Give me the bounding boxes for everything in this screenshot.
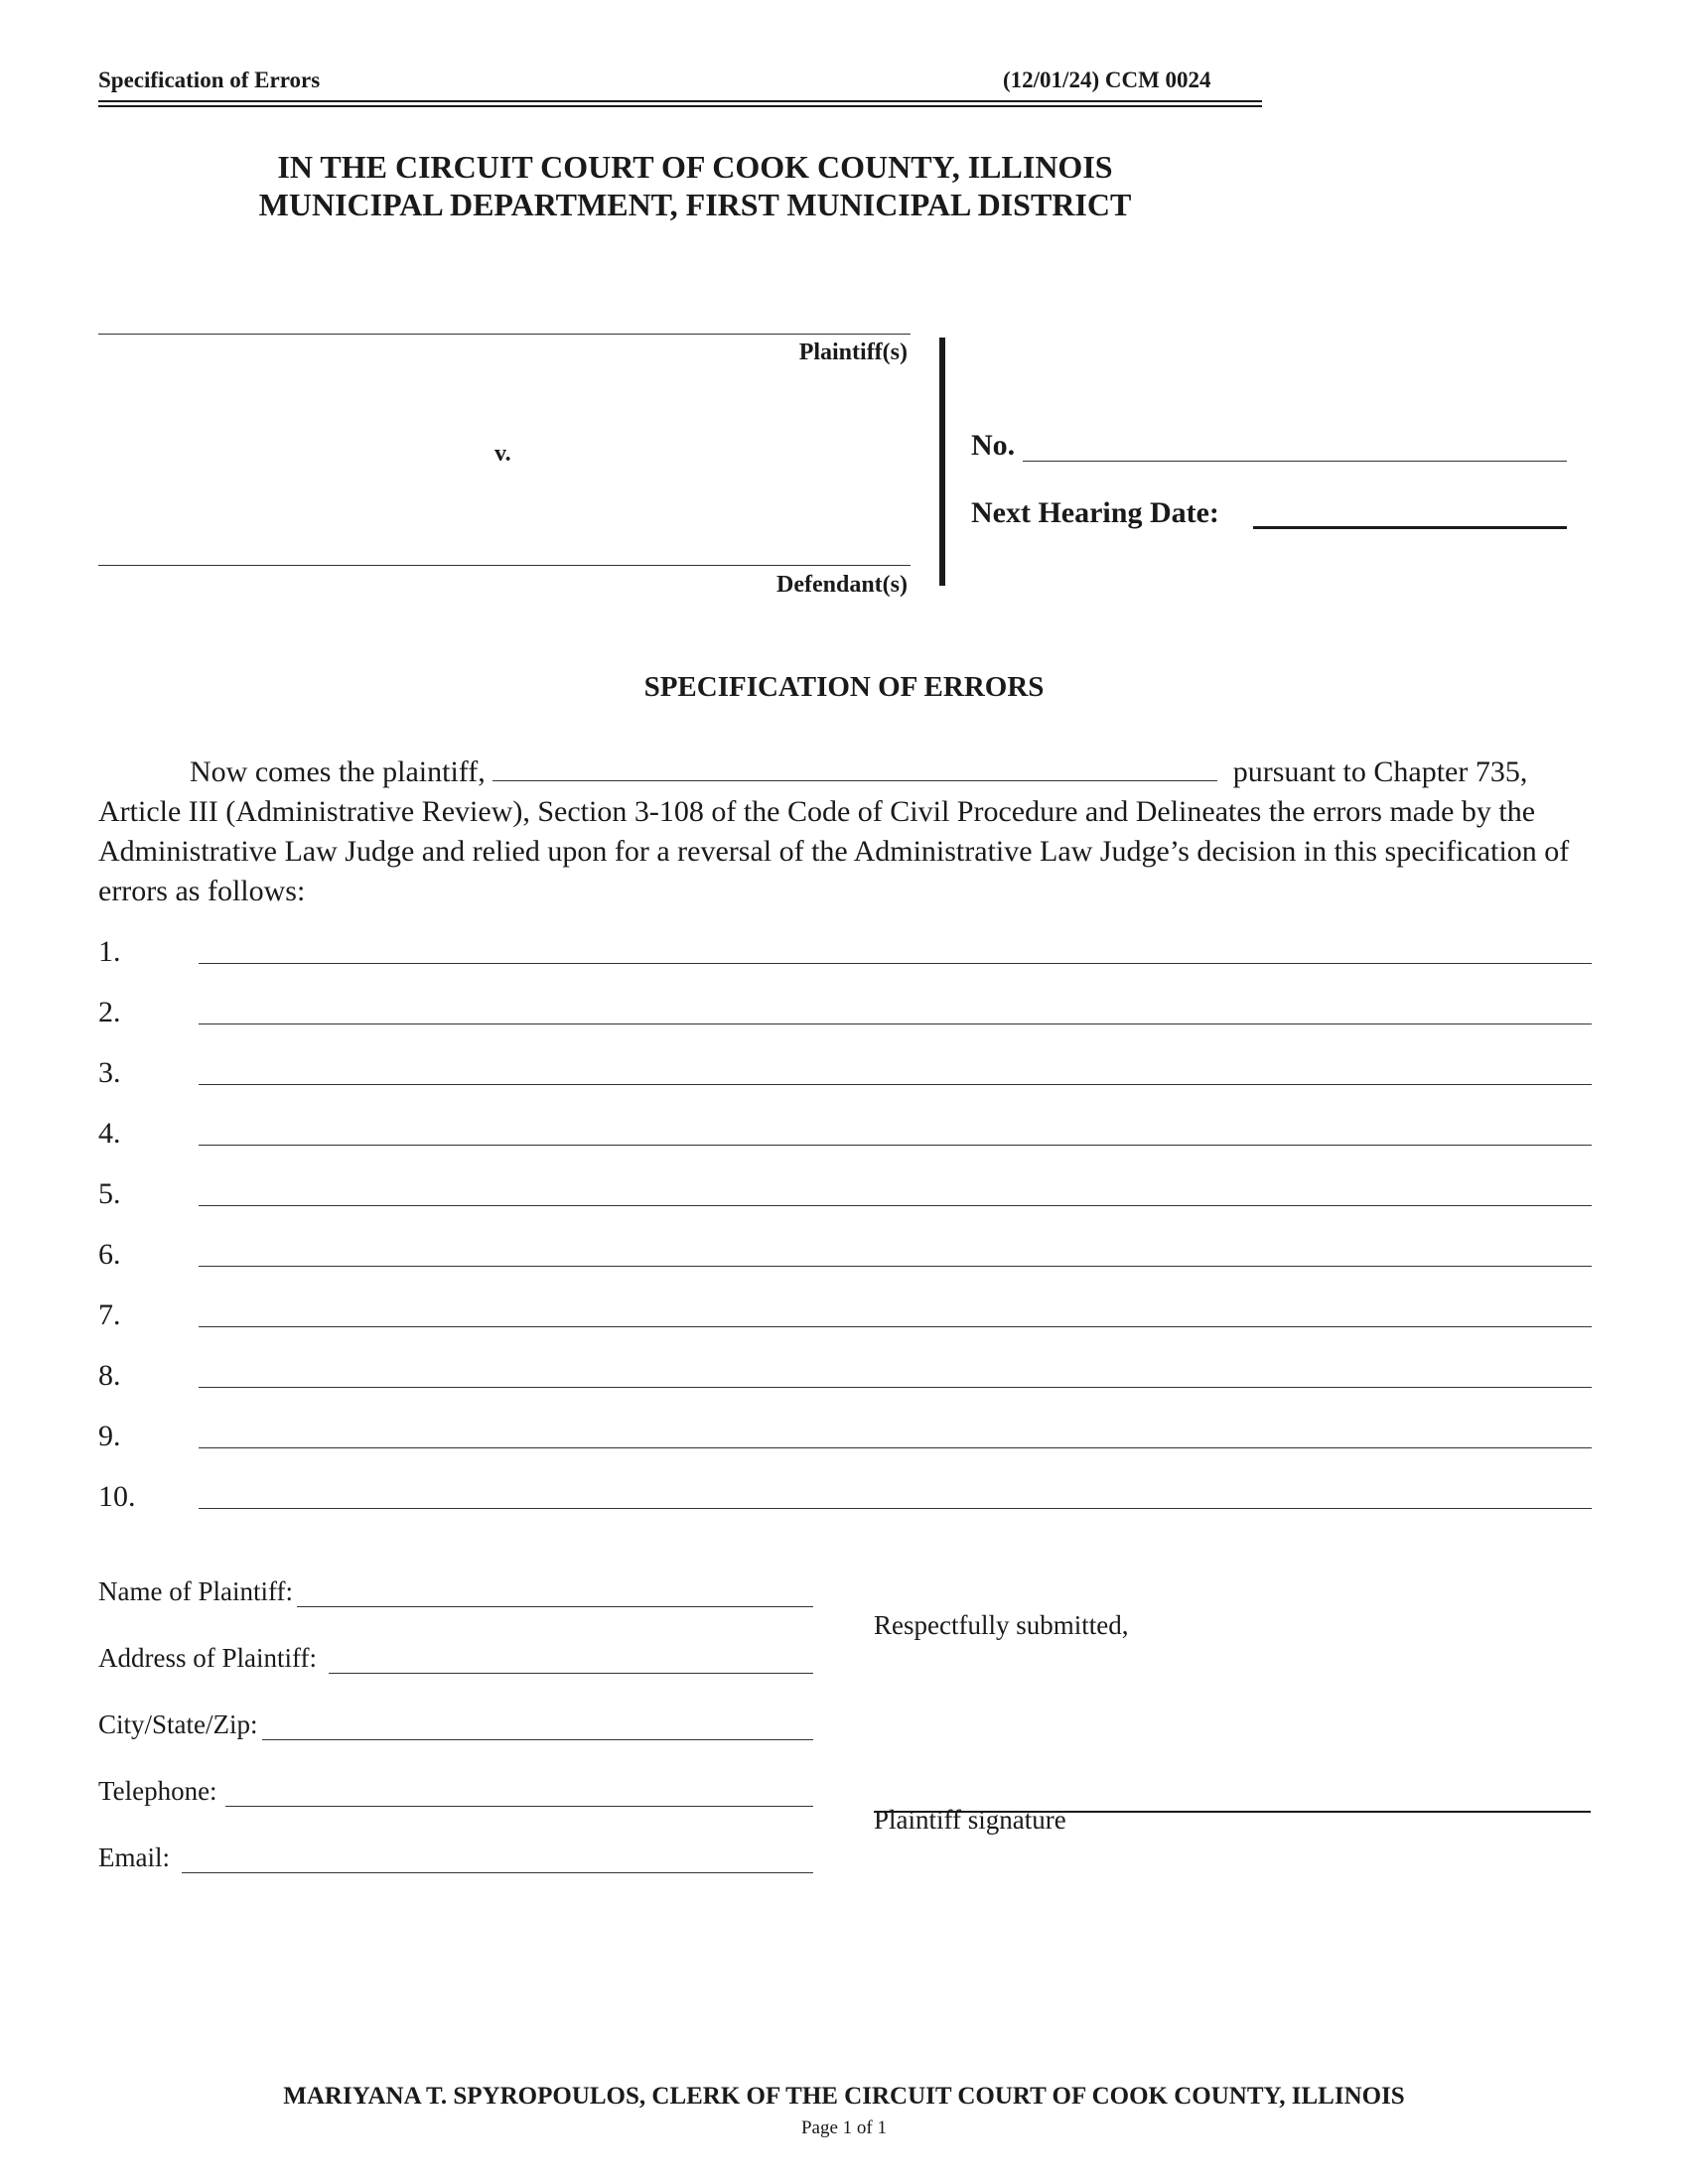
plaintiff-email-field[interactable]	[182, 1848, 813, 1873]
error-number: 4.	[98, 1117, 121, 1150]
plaintiff-city-field[interactable]	[262, 1715, 814, 1740]
page-number: Page 1 of 1	[800, 2117, 887, 2138]
error-number: 7.	[98, 1298, 121, 1331]
error-number: 3.	[98, 1056, 121, 1089]
case-number-field[interactable]	[1023, 461, 1567, 462]
error-number: 10.	[98, 1480, 136, 1513]
plaintiff-label: Plaintiff(s)	[798, 340, 908, 365]
plaintiff-name-inline-field[interactable]	[492, 758, 1217, 781]
error-line-10[interactable]	[199, 1508, 1592, 1509]
plaintiff-email-row	[98, 1843, 813, 1873]
error-number: 1.	[98, 935, 121, 968]
plaintiff-name-field[interactable]	[297, 1582, 813, 1607]
plaintiff-telephone-row	[98, 1776, 813, 1807]
plaintiff-name-line[interactable]	[98, 334, 911, 335]
plaintiff-address-row	[98, 1643, 813, 1674]
court-department: MUNICIPAL DEPARTMENT, FIRST MUNICIPAL DISTRICT	[258, 187, 1132, 222]
form-code: (12/01/24) CCM 0024	[1003, 68, 1211, 92]
respectfully-submitted: Respectfully submitted,	[874, 1610, 1129, 1640]
versus-label: v.	[494, 441, 511, 467]
error-line-1[interactable]	[199, 963, 1592, 964]
plaintiff-city-row	[98, 1709, 813, 1740]
caption-divider	[939, 338, 945, 586]
header-rule-bottom	[98, 105, 1262, 107]
error-line-8[interactable]	[199, 1387, 1592, 1388]
intro-before: Now comes the plaintiff,	[190, 755, 486, 788]
error-line-5[interactable]	[199, 1205, 1592, 1206]
court-name: IN THE CIRCUIT COURT OF COOK COUNTY, ILLINOIS	[277, 149, 1113, 185]
plaintiff-name-row	[98, 1576, 813, 1607]
plaintiff-city-label: City/State/Zip:	[98, 1709, 258, 1739]
next-hearing-date-field[interactable]	[1253, 526, 1567, 529]
intro-paragraph	[98, 752, 1591, 911]
plaintiff-address-label: Address of Plaintiff:	[98, 1643, 317, 1673]
document-title: SPECIFICATION OF ERRORS	[643, 671, 1045, 703]
defendant-name-line[interactable]	[98, 565, 911, 566]
plaintiff-address-field[interactable]	[329, 1649, 813, 1674]
plaintiff-telephone-field[interactable]	[225, 1782, 813, 1807]
error-number: 5.	[98, 1177, 121, 1210]
error-line-4[interactable]	[199, 1145, 1592, 1146]
error-number: 9.	[98, 1420, 121, 1452]
error-number: 2.	[98, 996, 121, 1028]
error-line-9[interactable]	[199, 1447, 1592, 1448]
plaintiff-telephone-label: Telephone:	[98, 1776, 217, 1806]
header-rule-top	[98, 100, 1262, 102]
intro-after: pursuant to Chapter 735, Article III (Administrative Review), Section 3-108 of the Code of Civil Procedure and Delineates the errors made by the Administrative Law Judge and relied upon for a reversal of the Administrative Law Judge’s decision in this specification of errors as follows:	[98, 755, 1570, 907]
plaintiff-name-label: Name of Plaintiff:	[98, 1576, 293, 1606]
case-number-label: No.	[971, 429, 1016, 462]
plaintiff-email-label: Email:	[98, 1843, 170, 1872]
error-line-6[interactable]	[199, 1266, 1592, 1267]
next-hearing-label: Next Hearing Date:	[971, 496, 1219, 529]
defendant-label: Defendant(s)	[776, 572, 908, 598]
error-number: 6.	[98, 1238, 121, 1271]
error-line-3[interactable]	[199, 1084, 1592, 1085]
form-title-header: Specification of Errors	[98, 68, 321, 92]
clerk-footer: MARIYANA T. SPYROPOULOS, CLERK OF THE CIRCUIT COURT OF COOK COUNTY, ILLINOIS	[283, 2083, 1405, 2110]
error-line-7[interactable]	[199, 1326, 1592, 1327]
error-number: 8.	[98, 1359, 121, 1392]
signature-label: Plaintiff signature	[874, 1805, 1066, 1835]
